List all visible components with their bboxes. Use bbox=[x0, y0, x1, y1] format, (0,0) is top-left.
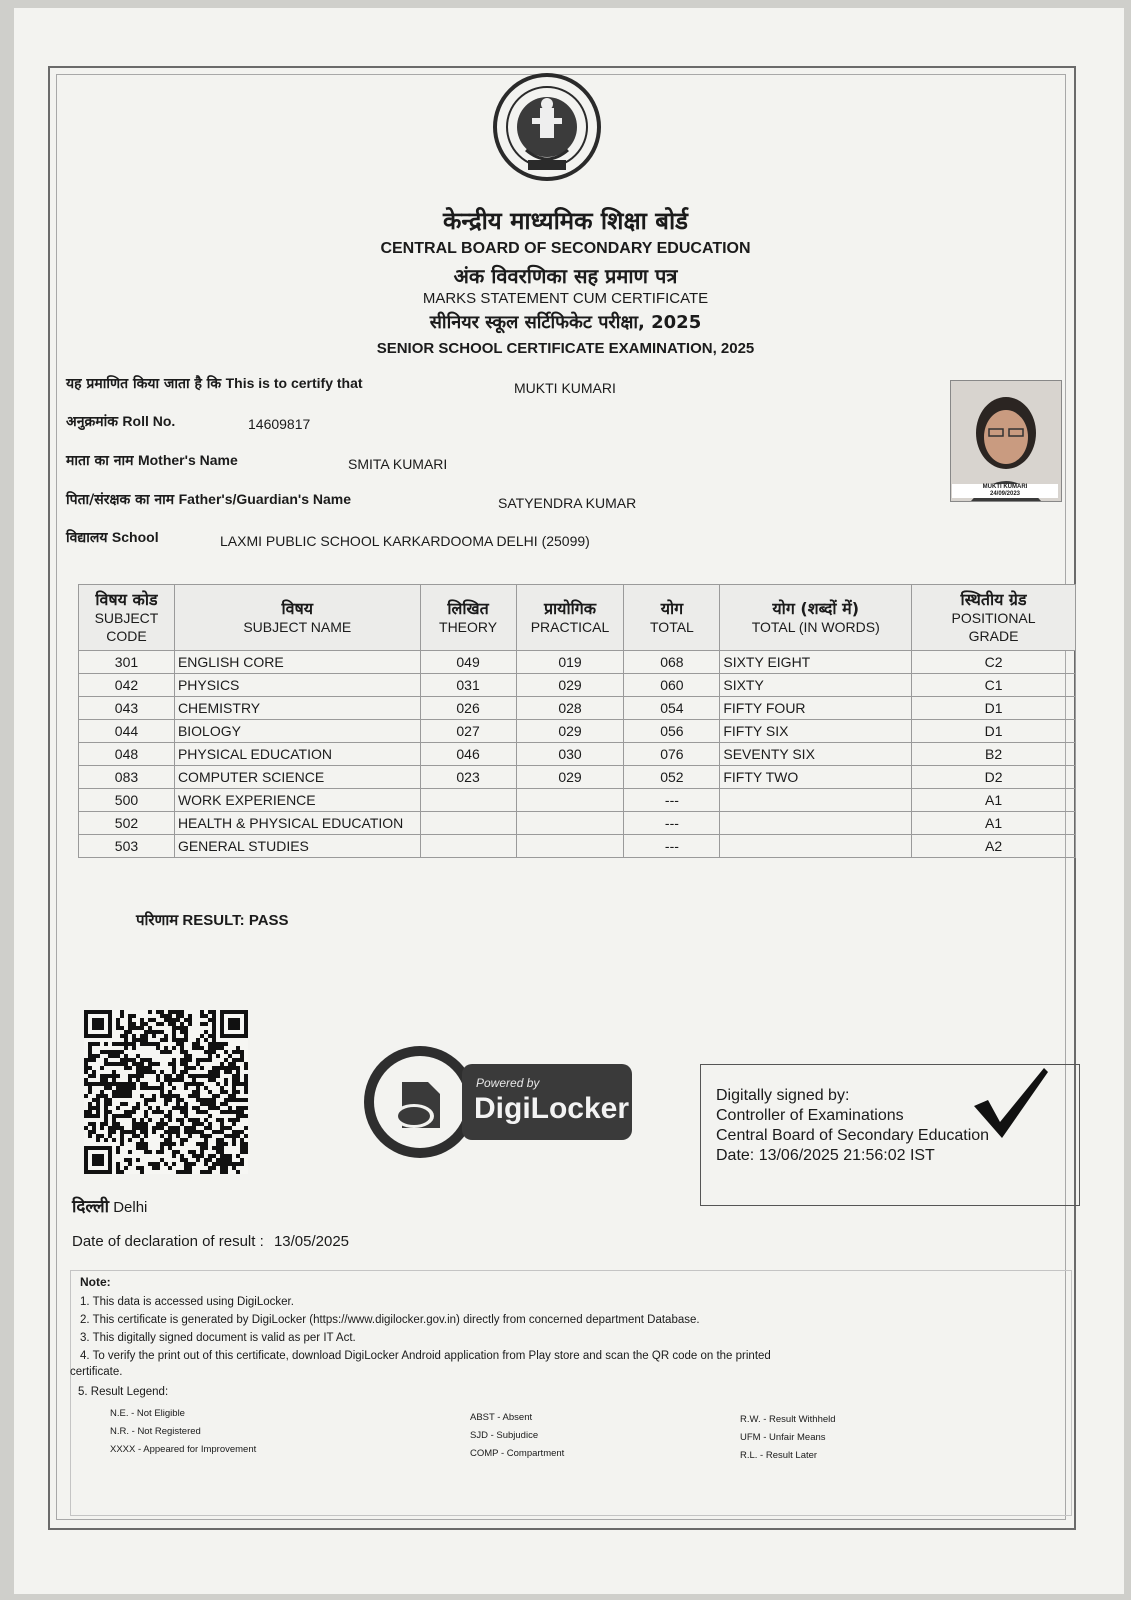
table-row bbox=[79, 674, 1076, 697]
mother-name: SMITA KUMARI bbox=[348, 456, 448, 472]
roll-line bbox=[66, 412, 175, 431]
school-label-hindi: विद्यालय bbox=[66, 530, 108, 546]
checkmark-icon bbox=[970, 1064, 1050, 1144]
roll-label: Roll No. bbox=[122, 413, 176, 429]
school-name: LAXMI PUBLIC SCHOOL KARKARDOOMA DELHI (25099) bbox=[220, 533, 590, 549]
table-header-row bbox=[79, 585, 1076, 651]
note-item: 1. This data is accessed using DigiLocker. bbox=[80, 1296, 294, 1308]
total-words-cell bbox=[720, 789, 912, 812]
signature-line-1: Digitally signed by: bbox=[716, 1087, 850, 1104]
declaration-date: 13/05/2025 bbox=[273, 1233, 350, 1250]
subject-code-cell: 048 bbox=[79, 743, 175, 766]
photo-caption bbox=[952, 484, 1058, 498]
result-line bbox=[136, 910, 289, 930]
place-line bbox=[72, 1194, 147, 1217]
legend-item: R.W. - Result Withheld bbox=[740, 1414, 836, 1425]
document-title-hindi: अंक विवरणिका सह प्रमाण पत्र bbox=[453, 264, 678, 288]
legend-item: SJD - Subjudice bbox=[470, 1430, 539, 1441]
theory-cell: 023 bbox=[420, 766, 516, 789]
theory-cell bbox=[420, 789, 516, 812]
total-words-cell: FIFTY TWO bbox=[720, 766, 912, 789]
grade-cell: D1 bbox=[912, 697, 1076, 720]
total-words-cell: SEVENTY SIX bbox=[720, 743, 912, 766]
table-row bbox=[79, 812, 1076, 835]
total-cell: --- bbox=[624, 812, 720, 835]
practical-cell: 028 bbox=[516, 697, 624, 720]
subject-name-cell: COMPUTER SCIENCE bbox=[174, 766, 420, 789]
table-row bbox=[79, 720, 1076, 743]
subject-name-cell: HEALTH & PHYSICAL EDUCATION bbox=[174, 812, 420, 835]
result-label: RESULT: bbox=[182, 912, 245, 929]
notes-title: Note: bbox=[80, 1275, 111, 1289]
subject-name-cell: CHEMISTRY bbox=[174, 697, 420, 720]
legend-item: N.E. - Not Eligible bbox=[110, 1408, 185, 1419]
cbse-seal-logo bbox=[492, 72, 602, 182]
signature-line-2: Controller of Examinations bbox=[716, 1107, 904, 1124]
grade-cell: D1 bbox=[912, 720, 1076, 743]
total-cell: 060 bbox=[624, 674, 720, 697]
digital-signature-text bbox=[716, 1086, 989, 1166]
grade-cell: A1 bbox=[912, 789, 1076, 812]
father-line bbox=[66, 490, 351, 509]
total-cell: --- bbox=[624, 789, 720, 812]
subject-code-cell: 503 bbox=[79, 835, 175, 858]
legend-item: R.L. - Result Later bbox=[740, 1450, 818, 1461]
note-item-continued: certificate. bbox=[70, 1366, 123, 1378]
table-row bbox=[79, 766, 1076, 789]
table-row bbox=[79, 789, 1076, 812]
table-row bbox=[79, 697, 1076, 720]
place-hindi: दिल्ली bbox=[72, 1197, 110, 1217]
theory-cell: 049 bbox=[420, 651, 516, 674]
subject-code-cell: 500 bbox=[79, 789, 175, 812]
legend-item: N.R. - Not Registered bbox=[110, 1426, 201, 1437]
practical-cell: 019 bbox=[516, 651, 624, 674]
practical-cell: 029 bbox=[516, 674, 624, 697]
exam-title: SENIOR SCHOOL CERTIFICATE EXAMINATION, 2025 bbox=[376, 340, 755, 357]
mother-line bbox=[66, 451, 238, 470]
total-words-cell: SIXTY bbox=[720, 674, 912, 697]
subject-code-cell: 043 bbox=[79, 697, 175, 720]
practical-cell bbox=[516, 835, 624, 858]
header-subject-name: विषय SUBJECT NAME bbox=[174, 585, 420, 651]
result-value: PASS bbox=[248, 912, 289, 929]
header-total: योग TOTAL bbox=[624, 585, 720, 651]
school-label: School bbox=[111, 529, 159, 545]
father-name: SATYENDRA KUMAR bbox=[498, 495, 637, 511]
student-name: MUKTI KUMARI bbox=[514, 380, 616, 396]
signature-line-3: Central Board of Secondary Education bbox=[716, 1127, 990, 1144]
grade-cell: A2 bbox=[912, 835, 1076, 858]
subject-name-cell: WORK EXPERIENCE bbox=[174, 789, 420, 812]
total-cell: 076 bbox=[624, 743, 720, 766]
note-item: 3. This digitally signed document is valid as per IT Act. bbox=[80, 1332, 356, 1344]
header-theory: लिखित THEORY bbox=[420, 585, 516, 651]
document-title: MARKS STATEMENT CUM CERTIFICATE bbox=[422, 290, 709, 307]
theory-cell: 046 bbox=[420, 743, 516, 766]
total-words-cell bbox=[720, 812, 912, 835]
theory-cell bbox=[420, 812, 516, 835]
practical-cell bbox=[516, 789, 624, 812]
digilocker-powered-by: Powered by bbox=[476, 1076, 540, 1090]
exam-title-hindi: सीनियर स्कूल सर्टिफिकेट परीक्षा, 2025 bbox=[429, 312, 702, 333]
board-name: CENTRAL BOARD OF SECONDARY EDUCATION bbox=[380, 240, 751, 257]
table-row bbox=[79, 651, 1076, 674]
header-positional-grade: स्थितीय ग्रेड POSITIONAL GRADE bbox=[912, 585, 1076, 651]
subject-code-cell: 042 bbox=[79, 674, 175, 697]
result-label-hindi: परिणाम bbox=[136, 911, 179, 929]
total-cell: 052 bbox=[624, 766, 720, 789]
legend-item: UFM - Unfair Means bbox=[740, 1432, 826, 1443]
legend-item: COMP - Compartment bbox=[470, 1448, 565, 1459]
total-words-cell bbox=[720, 835, 912, 858]
total-words-cell: SIXTY EIGHT bbox=[720, 651, 912, 674]
certify-label-hindi: यह प्रमाणित किया जाता है कि bbox=[66, 376, 222, 392]
theory-cell: 027 bbox=[420, 720, 516, 743]
subject-name-cell: BIOLOGY bbox=[174, 720, 420, 743]
subject-code-cell: 502 bbox=[79, 812, 175, 835]
roll-number: 14609817 bbox=[248, 416, 311, 432]
subject-name-cell: PHYSICS bbox=[174, 674, 420, 697]
practical-cell: 029 bbox=[516, 720, 624, 743]
mother-label-hindi: माता का नाम bbox=[66, 453, 134, 469]
subject-code-cell: 083 bbox=[79, 766, 175, 789]
mother-label: Mother's Name bbox=[137, 452, 238, 468]
father-label-hindi: पिता/संरक्षक का नाम bbox=[66, 492, 175, 508]
grade-cell: C1 bbox=[912, 674, 1076, 697]
place-english: Delhi bbox=[113, 1199, 148, 1216]
declaration-label: Date of declaration of result : bbox=[72, 1233, 264, 1250]
total-words-cell: FIFTY FOUR bbox=[720, 697, 912, 720]
header-subject-code: विषय कोड SUBJECT CODE bbox=[79, 585, 175, 651]
total-cell: 056 bbox=[624, 720, 720, 743]
note-item: 4. To verify the print out of this certificate, download DigiLocker Android application from Play store and scan the QR code on the printed bbox=[80, 1350, 771, 1362]
legend-item: ABST - Absent bbox=[470, 1412, 533, 1423]
note-item: 2. This certificate is generated by DigiLocker (https://www.digilocker.gov.in) directly from concerned department Database. bbox=[80, 1314, 700, 1326]
theory-cell bbox=[420, 835, 516, 858]
declaration-line bbox=[72, 1233, 349, 1250]
digilocker-brand: DigiLocker bbox=[474, 1092, 630, 1125]
subject-name-cell: ENGLISH CORE bbox=[174, 651, 420, 674]
total-words-cell: FIFTY SIX bbox=[720, 720, 912, 743]
theory-cell: 026 bbox=[420, 697, 516, 720]
grade-cell: C2 bbox=[912, 651, 1076, 674]
grade-cell: B2 bbox=[912, 743, 1076, 766]
roll-label-hindi: अनुक्रमांक bbox=[66, 414, 118, 430]
header-practical: प्रायोगिक PRACTICAL bbox=[516, 585, 624, 651]
header-total-words: योग (शब्दों में) TOTAL (IN WORDS) bbox=[720, 585, 912, 651]
student-photo-image bbox=[951, 381, 1061, 501]
table-row bbox=[79, 835, 1076, 858]
practical-cell: 030 bbox=[516, 743, 624, 766]
photo-caption-name: MUKTI KUMARI bbox=[982, 484, 1028, 490]
subject-name-cell: GENERAL STUDIES bbox=[174, 835, 420, 858]
photo-caption-date: 24/09/2023 bbox=[989, 491, 1021, 497]
subject-code-cell: 301 bbox=[79, 651, 175, 674]
subject-name-cell: PHYSICAL EDUCATION bbox=[174, 743, 420, 766]
signature-line-4: Date: 13/06/2025 21:56:02 IST bbox=[716, 1147, 935, 1164]
total-cell: --- bbox=[624, 835, 720, 858]
total-cell: 054 bbox=[624, 697, 720, 720]
theory-cell: 031 bbox=[420, 674, 516, 697]
total-cell: 068 bbox=[624, 651, 720, 674]
table-row bbox=[79, 743, 1076, 766]
qr-code[interactable] bbox=[84, 1010, 248, 1174]
board-name-hindi: केन्द्रीय माध्यमिक शिक्षा बोर्ड bbox=[442, 207, 689, 235]
legend-item: XXXX - Appeared for Improvement bbox=[110, 1444, 257, 1455]
certify-label: This is to certify that bbox=[225, 375, 363, 391]
school-line bbox=[66, 528, 159, 547]
father-label: Father's/Guardian's Name bbox=[178, 491, 352, 507]
subject-code-cell: 044 bbox=[79, 720, 175, 743]
practical-cell: 029 bbox=[516, 766, 624, 789]
practical-cell bbox=[516, 812, 624, 835]
note-item: 5. Result Legend: bbox=[78, 1386, 169, 1398]
certify-line bbox=[66, 374, 363, 393]
grade-cell: A1 bbox=[912, 812, 1076, 835]
grade-cell: D2 bbox=[912, 766, 1076, 789]
marks-table bbox=[78, 584, 1076, 858]
